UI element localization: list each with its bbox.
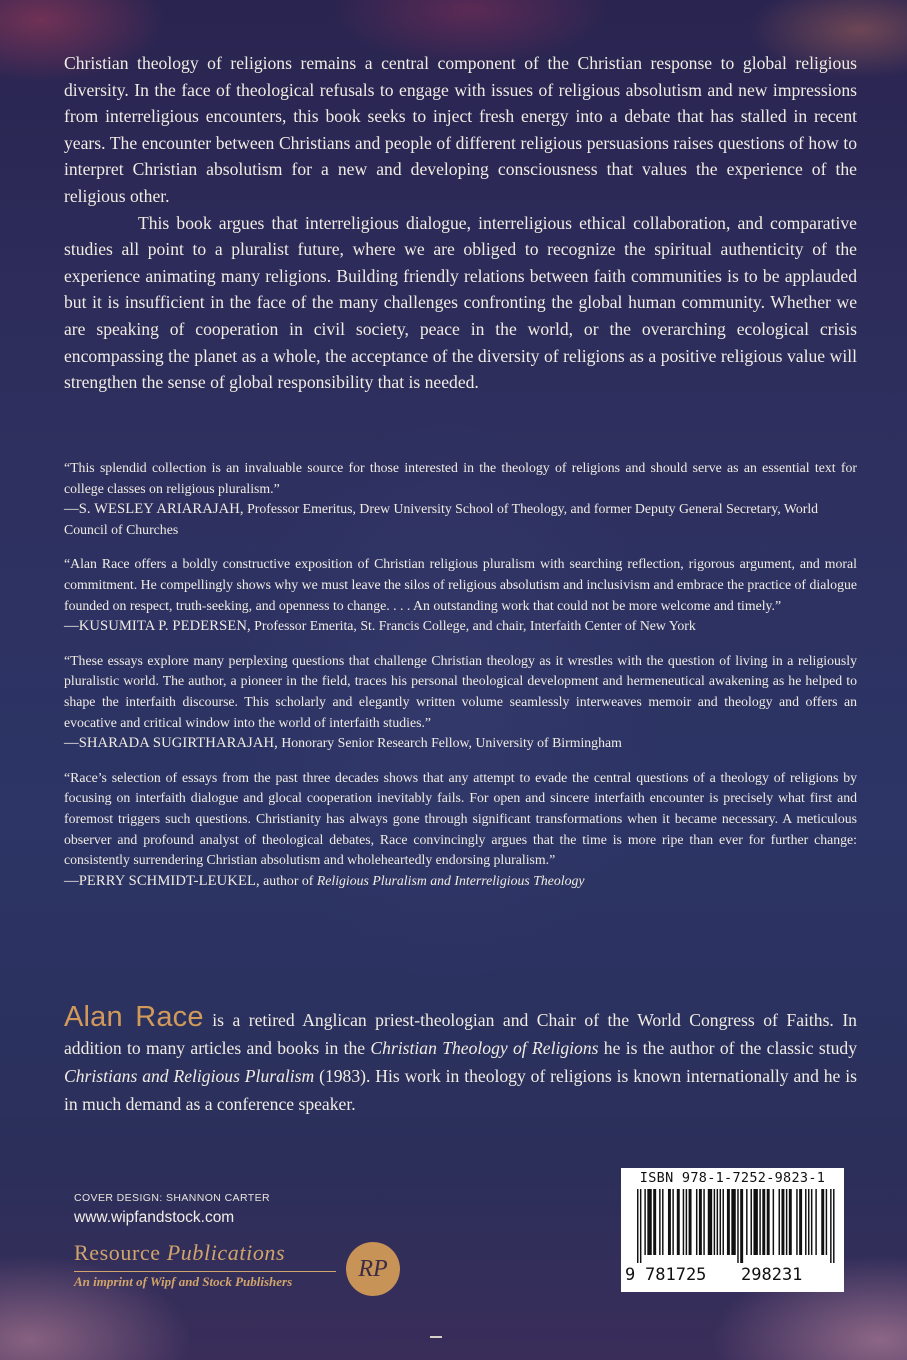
barcode-bar [689,1189,692,1255]
endorsement [64,458,857,540]
endorsement [64,768,857,892]
bio-book-title: Christians and Religious Pluralism [64,1066,315,1086]
barcode-bar [789,1189,792,1255]
barcode-bar [815,1189,816,1255]
publisher-divider [74,1271,336,1272]
endorsement-quote: “This splendid collection is an invaluable source for those interested in the theology of religions and should serve as an essential text for college classes on religious pluralism.” [64,460,857,496]
barcode-bar [683,1189,684,1255]
endorser-book-title: Religious Pluralism and Interreligious Theology [316,872,585,888]
endorsement-quote: “These essays explore many perplexing questions that challenge Christian theology as it wrestles with the question of living in a religiously pluralistic world. The author, a pioneer in the field, traces his personal theological development and hermeneutical awakening as he helped to shape the interfaith discourse. This scholarly and elegantly written volume seamlessly interweaves memoir and theology and offers an evocative and critical window into the world of interfaith studies.” [64,652,857,730]
barcode-bar [677,1189,680,1255]
publisher-name [74,1240,285,1266]
barcode-bar [637,1189,638,1263]
endorsement-quote: “Alan Race offers a boldly constructive exposition of Christian religious pluralism with searching reflection, rigorous argument, and moral commitment. He compellingly shows why we must leave the silos of religious absolutism and inclusivism and embrace the practice of dialogue founded on respect, truth-seeking, and openness to change. . . . An outstanding work that could not be more welcome and timely.” [64,556,857,613]
bio-text: he is the author of the classic study [598,1038,857,1058]
barcode-bar [722,1189,723,1255]
blurb-paragraph: Christian theology of religions remains a central component of the Christian response to global religious diversity. In the face of theological refusals to engage with issues of religious absolutism and new impressions from interreligious encounters, this book seeks to inject fresh energy into a debate that has stalled in recent years. The encounter between Christians and people of different religious persuasions raises questions of how to interpret Christian absolutism for a new and developing consciousness that values the experience of the religious other. [64,53,857,206]
endorsements [64,458,857,891]
barcode-bar [737,1189,738,1263]
barcode-bar [773,1189,774,1255]
endorsement-attribution [64,499,857,540]
barcode-bar [727,1189,730,1255]
author-bio [64,1003,857,1118]
barcode-bar [826,1189,827,1255]
barcode-bar [746,1189,747,1255]
bio-series-title: Christian Theology of Religions [370,1038,599,1058]
barcode-bar [821,1189,824,1255]
isbn-barcode [621,1168,844,1292]
barcode-bar [696,1189,697,1255]
rp-logo-icon [346,1242,400,1296]
barcode-bar [653,1189,656,1255]
endorsement-attribution [64,733,857,754]
barcode-bar [767,1189,770,1255]
endorser-affiliation: Professor Emerita, St. Francis College, and chair, Interfaith Center of New York [250,618,696,634]
barcode-icon [637,1189,836,1263]
barcode-bar [799,1189,802,1255]
endorsement [64,651,857,754]
endorsement-attribution [64,871,857,892]
barcode-bar [740,1189,743,1263]
barcode-bar [751,1189,752,1255]
isbn-label: ISBN 978-1-7252-9823-1 [639,1170,826,1186]
endorsement [64,554,857,636]
barcode-bar [796,1189,797,1255]
publisher-name-part: Resource [74,1240,167,1265]
endorser-affiliation: Honorary Senior Research Fellow, University of Birmingham [277,735,622,751]
barcode-bar [811,1189,812,1255]
divider-dash [430,1336,442,1338]
bio-text: (1983). His work in theology of religions is known internationally and he is in much demand as a conference speaker. [64,1066,857,1114]
barcode-bar [662,1189,663,1255]
publisher-name-part: Publications [166,1240,286,1265]
barcode-bar [786,1189,787,1255]
barcode-bar [762,1189,765,1255]
endorser-name: —KUSUMITA P. PEDERSEN, [64,618,251,635]
endorser-affiliation: Professor Emeritus, Drew University School of Theology, and former Deputy General Secretary, World Council of Churches [64,501,819,537]
imprint-line: An imprint of Wipf and Stock Publishers [74,1274,293,1289]
endorsement-attribution [64,616,857,637]
barcode-digits-right: 298231 [741,1265,803,1285]
bio-text: is a retired Anglican priest-theologian and Chair of the World Congress of Faiths. In addition to many articles and books in the [64,1010,857,1058]
barcode-bar [708,1189,712,1255]
endorser-name: —SHARADA SUGIRTHARAJAH, [64,735,278,752]
barcode-bar [808,1189,809,1255]
barcode-bar [699,1189,702,1255]
barcode-bar [805,1189,806,1255]
back-cover-blurb [64,50,857,396]
author-name: Alan Race [64,1001,204,1033]
endorser-name: —S. WESLEY ARIARAJAH, [64,501,244,518]
barcode-bar [640,1189,641,1263]
barcode-bar [659,1189,660,1255]
publisher-website[interactable]: www.wipfandstock.com [74,1209,235,1226]
barcode-bar [644,1189,645,1255]
barcode-digits-left: 781725 [645,1265,707,1285]
publisher-imprint [74,1240,414,1296]
barcode-bar [717,1189,718,1255]
barcode-bar [672,1189,673,1255]
endorser-name: —PERRY SCHMIDT-LEUKEL, [64,872,260,889]
barcode-bar [833,1189,834,1263]
cover-design-credit: COVER DESIGN: SHANNON CARTER [74,1192,270,1204]
barcode-bar [781,1189,784,1255]
barcode-bar [830,1189,831,1263]
barcode-bar [779,1189,780,1255]
endorser-affiliation: author of [259,872,317,888]
barcode-bar [753,1189,757,1255]
barcode-bar [759,1189,760,1255]
barcode-bar [686,1189,687,1255]
barcode-bar [647,1189,651,1255]
blurb-paragraph: This book argues that interreligious dialogue, interreligious ethical collaboration, and comparative studies all point to a pluralist future, where we are obliged to recognize the spiritual authenticity of the experience animating many religions. Building friendly relations between faith communities is to be applauded but it is insufficient in the face of the many challenges confronting the global human community. Whether we are speaking of cooperation in civil society, peace in the world, or the overarching ecological crisis encompassing the planet as a whole, the acceptance of the diversity of religions as a positive religious value will strengthen the sense of global responsibility that is needed. [64,212,857,393]
barcode-bar [703,1189,704,1255]
logo-text: RP [358,1255,388,1282]
barcode-digit-lead: 9 [625,1265,636,1285]
barcode-bar [714,1189,715,1255]
barcode-bar [731,1189,735,1255]
endorsement-quote: “Race’s selection of essays from the past three decades shows that any attempt to evade the central questions of a theology of religions by focusing on interfaith dialogue and glocal cooperation inevitably fails. For open and sincere interfaith encounter is precisely what first and foremost triggers such questions. Christianity has always gone through significant transformations when it became necessary. A meticulous observer and profound analyst of theological debates, Race convincingly argues that the time is more ripe than ever for further change: consistently surrendering Christian absolutism and wholeheartedly endorsing pluralism.” [64,769,857,868]
barcode-bar [668,1189,671,1255]
barcode-bar [720,1189,721,1255]
